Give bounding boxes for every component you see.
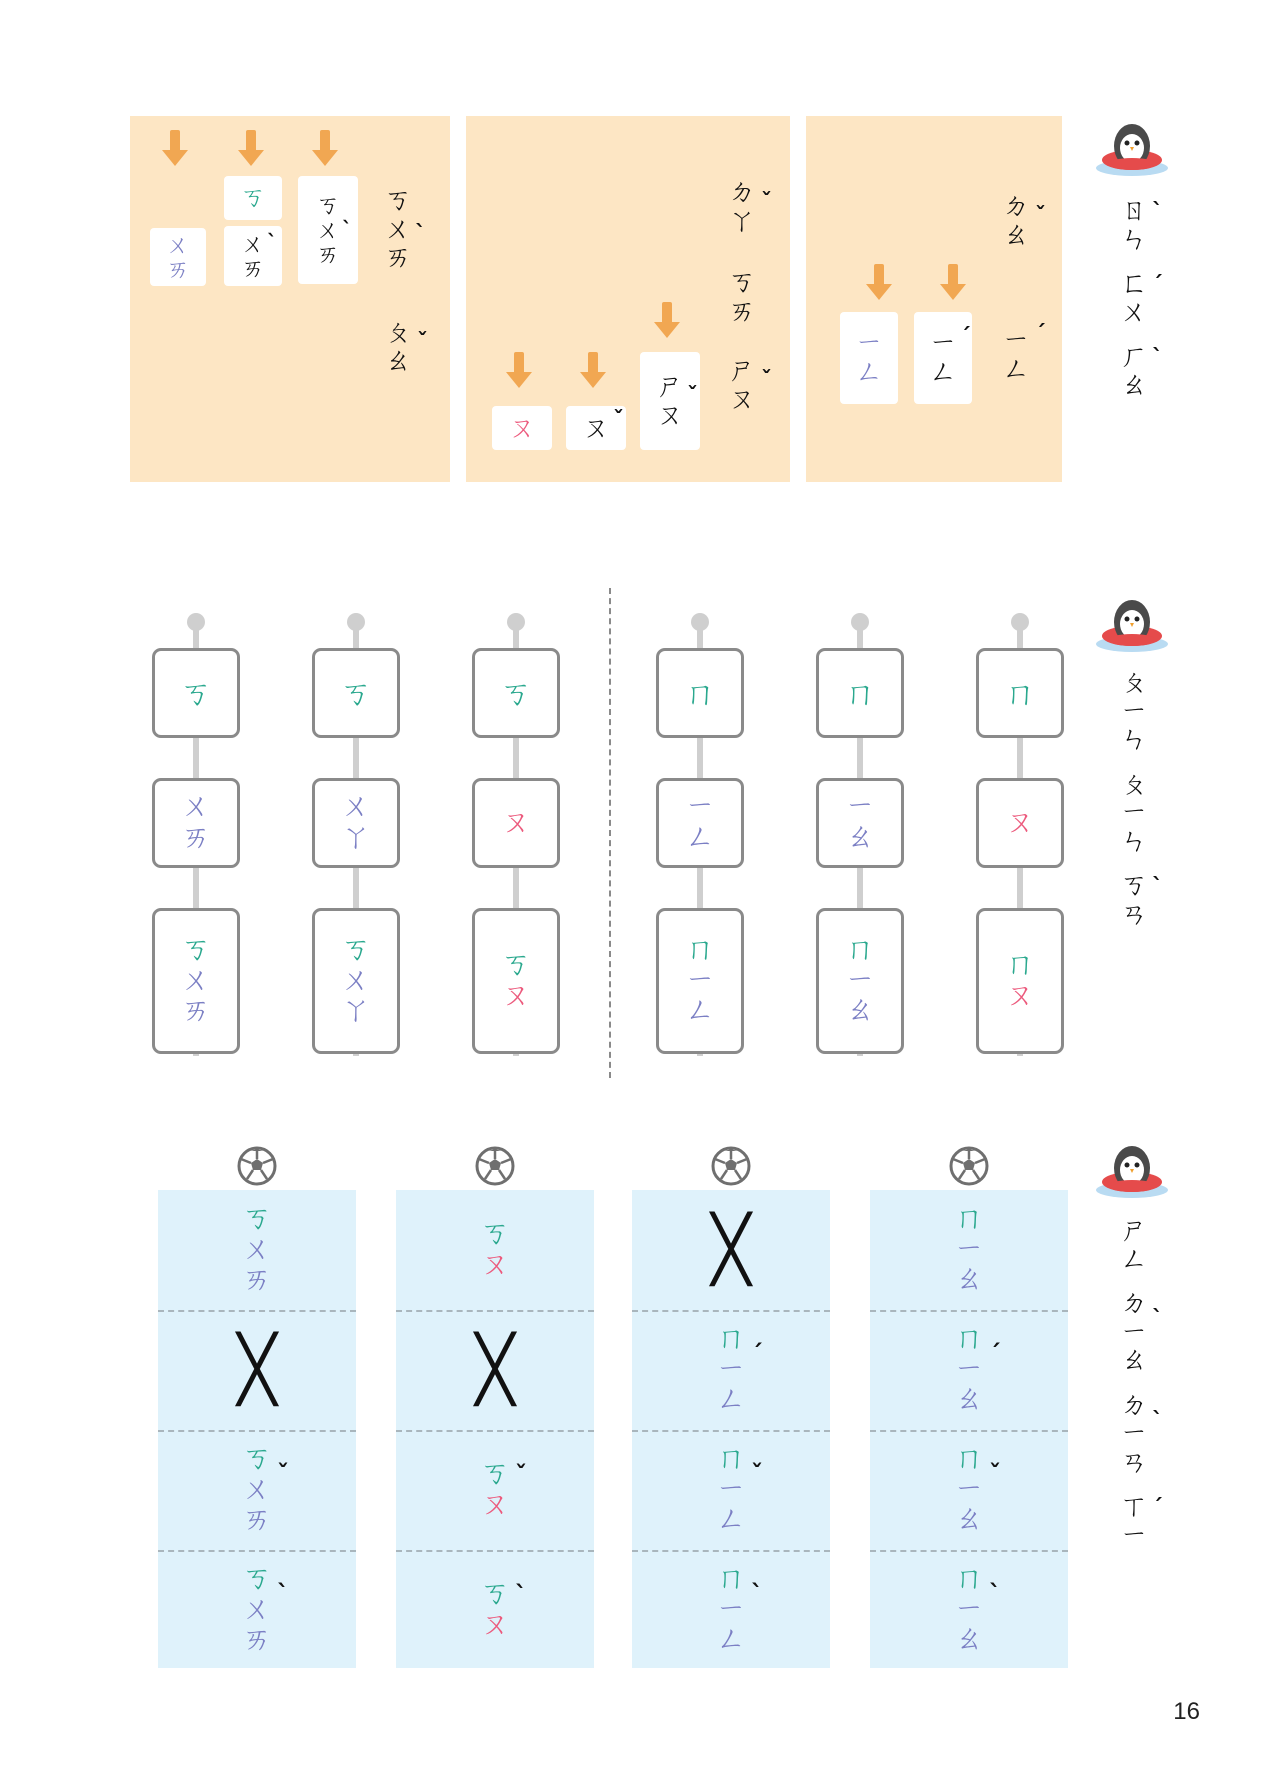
zhuyin-glyph: ㄠ — [1119, 367, 1148, 401]
tone-cell — [396, 1430, 594, 1550]
zhuyin-glyph: ㄎ — [239, 182, 266, 213]
side-word — [1119, 766, 1148, 857]
zhuyin-glyph: ㄇ — [954, 1441, 984, 1477]
zhuyin-stack — [1119, 1387, 1163, 1478]
zhuyin-stack — [1119, 665, 1148, 756]
down-arrow-icon — [506, 352, 532, 392]
zhuyin-stack — [1119, 1286, 1163, 1377]
dashed-separator — [158, 1550, 356, 1552]
side-words — [1114, 1213, 1163, 1565]
zhuyin-glyph: ㄎ — [341, 932, 371, 968]
side-word — [1119, 1387, 1163, 1478]
card-uai-small — [150, 228, 206, 286]
zhuyin-glyph: ㄎ — [499, 673, 532, 712]
zhuyin-stack — [1119, 193, 1163, 255]
tone-mark: ˊ — [751, 1340, 763, 1369]
penguin-icon — [1094, 116, 1170, 178]
word-diao — [1002, 189, 1047, 251]
tone-cell — [632, 1310, 830, 1430]
zhuyin-glyph: ㄈ — [1119, 266, 1148, 300]
zhuyin-glyph: ㄇ — [716, 1321, 746, 1357]
zhuyin-glyph: ㄥ — [1002, 351, 1031, 385]
zhuyin-glyph: ㄨ — [1119, 294, 1148, 328]
card-k — [224, 176, 282, 220]
tag-top — [312, 648, 400, 738]
tag-bottom — [472, 908, 560, 1054]
side-word — [1119, 665, 1148, 756]
side-words — [1114, 193, 1163, 415]
tone-mark: ˇ — [687, 384, 698, 410]
zhuyin-glyph: ㄡ — [501, 804, 531, 840]
zhuyin-glyph: ㄧ — [1119, 693, 1148, 727]
zhuyin-glyph: ㄠ — [845, 993, 875, 1029]
zhuyin-stack — [181, 789, 211, 855]
zhuyin-glyph: ㄞ — [316, 240, 340, 269]
zhuyin-glyph: ㄨ — [166, 230, 190, 259]
zhuyin-glyph: ㄉ — [1002, 189, 1031, 222]
card-shou — [640, 352, 700, 450]
zhuyin-stack — [480, 1576, 527, 1642]
zhuyin-glyph: ㄚ — [341, 820, 371, 855]
tag-middle — [816, 778, 904, 868]
zhuyin-glyph: ㄡ — [480, 1487, 510, 1522]
cross-icon: ╳ — [237, 1333, 277, 1407]
penguin-icon — [1094, 1138, 1170, 1200]
zhuyin-stack — [1119, 1489, 1163, 1551]
zhuyin-stack — [1119, 266, 1163, 328]
tag-top — [152, 648, 240, 738]
zhuyin-glyph: ㄠ — [954, 1502, 984, 1538]
zhuyin-glyph: ㄡ — [507, 410, 536, 444]
zhuyin-glyph: ㄠ — [384, 343, 413, 377]
zhuyin-stack — [242, 1201, 272, 1298]
dashed-divider — [609, 588, 611, 1078]
zhuyin-glyph: ㄇ — [843, 673, 876, 712]
side-word — [1119, 1213, 1148, 1275]
tag-bottom — [816, 908, 904, 1054]
zhuyin-glyph: ㄇ — [954, 1201, 984, 1237]
zhuyin-glyph: ㄎ — [480, 1216, 510, 1252]
zhuyin-stack — [685, 932, 715, 1029]
zhuyin-stack — [954, 1201, 984, 1298]
zhuyin-glyph: ㄞ — [384, 240, 413, 274]
zhuyin-glyph: ㄡ — [581, 410, 610, 444]
tone-mark: ˇ — [277, 1460, 289, 1489]
word-shou — [728, 353, 773, 415]
zhuyin-glyph: ㄥ — [1119, 1241, 1148, 1275]
side-word — [1119, 339, 1163, 401]
zhuyin-glyph: ㄣ — [1119, 823, 1148, 857]
zhuyin-glyph: ㄡ — [1005, 804, 1035, 840]
zhuyin-glyph: ㄥ — [928, 355, 957, 388]
tag-top — [656, 648, 744, 738]
dashed-separator — [396, 1550, 594, 1552]
zhuyin-glyph: ㄒ — [1119, 1489, 1148, 1523]
zhuyin-glyph: ㄥ — [854, 355, 883, 388]
zhuyin-glyph: ㄎ — [728, 265, 757, 298]
tone-cell — [632, 1430, 830, 1550]
dashed-separator — [870, 1310, 1068, 1312]
zhuyin-glyph: ㄞ — [242, 1622, 272, 1658]
tone-cell — [158, 1190, 356, 1310]
dashed-separator — [396, 1430, 594, 1432]
zhuyin-glyph: ㄇ — [1005, 947, 1035, 983]
tone-strip — [158, 1190, 356, 1668]
zhuyin-glyph: ㄎ — [181, 932, 211, 968]
tone-cell — [632, 1550, 830, 1670]
zhuyin-glyph: ㄎ — [480, 1456, 510, 1492]
tag-middle — [656, 778, 744, 868]
tag-middle — [976, 778, 1064, 868]
tone-mark: ˋ — [751, 1580, 763, 1609]
zhuyin-glyph: ㄞ — [242, 1502, 272, 1538]
zhuyin-glyph: ㄕ — [1119, 1213, 1148, 1246]
zhuyin-glyph: ㄞ — [241, 254, 265, 282]
tone-mark: ˇ — [417, 330, 429, 355]
tone-mark: ˋ — [1152, 1408, 1163, 1434]
dashed-separator — [158, 1430, 356, 1432]
card-kuai — [298, 176, 358, 284]
zhuyin-glyph: ㄣ — [1119, 221, 1148, 255]
zhuyin-glyph: ㄧ — [928, 326, 957, 360]
tone-mark: ˋ — [277, 1580, 289, 1609]
zhuyin-glyph: ㄧ — [954, 1591, 984, 1627]
zhuyin-stack — [499, 673, 532, 712]
zhuyin-glyph: ㄨ — [384, 211, 413, 245]
down-arrow-icon — [866, 264, 892, 304]
card-ing-tone — [914, 312, 972, 404]
zhuyin-glyph: ㄥ — [685, 993, 715, 1029]
down-arrow-icon — [238, 130, 264, 170]
zhuyin-stack — [845, 932, 875, 1029]
side-word — [1119, 193, 1163, 255]
soccer-ball-icon — [711, 1146, 751, 1186]
zhuyin-glyph: ㄎ — [339, 673, 372, 712]
zhuyin-stack — [179, 673, 212, 712]
zhuyin-glyph: ㄧ — [954, 1231, 984, 1267]
penguin-icon — [1094, 592, 1170, 654]
down-arrow-icon — [654, 302, 680, 342]
zhuyin-glyph: ㄧ — [685, 789, 715, 825]
side-word — [1119, 868, 1163, 930]
zhuyin-glyph: ㄠ — [954, 1262, 984, 1298]
panel-2 — [466, 116, 790, 482]
zhuyin-glyph: ㄞ — [181, 993, 211, 1029]
zhuyin-glyph: ㄕ — [728, 353, 757, 386]
zhuyin-glyph: ㄇ — [845, 932, 875, 968]
word-pao — [384, 315, 429, 377]
zhuyin-glyph: ㄚ — [728, 203, 757, 237]
zhuyin-glyph: ㄧ — [1119, 1416, 1148, 1450]
zhuyin-glyph: ㄥ — [685, 820, 715, 855]
tone-mark: ˋ — [267, 229, 277, 254]
zhuyin-glyph: ㄞ — [728, 293, 757, 327]
tone-mark: ˊ — [989, 1340, 1001, 1369]
tone-mark: ˋ — [1152, 875, 1163, 901]
dashed-separator — [632, 1310, 830, 1312]
down-arrow-icon — [162, 130, 188, 170]
panel-3 — [806, 116, 1062, 482]
zhuyin-stack — [1119, 868, 1163, 930]
tone-mark: ˋ — [1152, 200, 1163, 225]
zhuyin-stack — [1005, 947, 1035, 1013]
tag-middle — [152, 778, 240, 868]
word-ying — [1002, 322, 1047, 385]
zhuyin-glyph: ㄨ — [341, 962, 371, 998]
tone-mark: ˇ — [613, 407, 624, 433]
zhuyin-glyph: ㄎ — [242, 1441, 272, 1477]
zhuyin-glyph: ㄡ — [480, 1607, 510, 1642]
zhuyin-glyph: ㄕ — [655, 369, 684, 403]
zhuyin-glyph: ㄉ — [728, 175, 757, 208]
zhuyin-glyph: ㄧ — [716, 1351, 746, 1387]
zhuyin-glyph: ㄡ — [501, 978, 531, 1013]
tone-mark: ˊ — [1035, 322, 1047, 347]
cross-icon: ╳ — [475, 1333, 515, 1407]
zhuyin-stack — [242, 1561, 289, 1658]
zhuyin-glyph: ㄇ — [685, 932, 715, 968]
zhuyin-stack — [1005, 804, 1035, 840]
zhuyin-glyph: ㄧ — [1119, 1517, 1148, 1551]
tone-cell — [870, 1550, 1068, 1670]
zhuyin-glyph: ㄢ — [1119, 896, 1148, 930]
side-words — [1114, 665, 1163, 944]
zhuyin-stack — [685, 789, 715, 855]
zhuyin-glyph: ㄞ — [181, 820, 211, 855]
dashed-separator — [632, 1430, 830, 1432]
dashed-separator — [870, 1430, 1068, 1432]
zhuyin-glyph: ㄉ — [1119, 1286, 1148, 1320]
tone-mark: ˋ — [515, 1581, 527, 1610]
zhuyin-stack — [501, 947, 531, 1013]
zhuyin-glyph: ㄠ — [845, 820, 875, 855]
tone-cell — [870, 1310, 1068, 1430]
zhuyin-glyph: ㄥ — [716, 1382, 746, 1418]
word-kai — [728, 265, 757, 327]
zhuyin-glyph: ㄠ — [954, 1622, 984, 1658]
zhuyin-glyph: ㄎ — [480, 1576, 510, 1612]
zhuyin-glyph: ㄨ — [242, 1471, 272, 1507]
zhuyin-glyph: ㄧ — [845, 789, 875, 825]
zhuyin-glyph: ㄡ — [480, 1247, 510, 1282]
zhuyin-stack — [341, 789, 371, 855]
card-ou — [492, 406, 552, 450]
zhuyin-stack — [683, 673, 716, 712]
down-arrow-icon — [580, 352, 606, 392]
tone-cell — [870, 1430, 1068, 1550]
zhuyin-glyph: ㄡ — [655, 398, 684, 431]
tag-top — [976, 648, 1064, 738]
zhuyin-glyph: ㄇ — [954, 1561, 984, 1597]
zhuyin-glyph: ㄖ — [1119, 193, 1148, 226]
tone-cell — [396, 1190, 594, 1310]
zhuyin-glyph: ㄡ — [728, 381, 757, 415]
cross-icon: ╳ — [711, 1213, 751, 1287]
zhuyin-glyph: ㄢ — [1119, 1444, 1148, 1478]
dashed-separator — [396, 1310, 594, 1312]
zhuyin-stack — [716, 1561, 763, 1658]
tag-top — [472, 648, 560, 738]
zhuyin-glyph: ㄨ — [242, 1231, 272, 1267]
zhuyin-glyph: ㄠ — [1002, 217, 1031, 251]
soccer-ball-icon — [475, 1146, 515, 1186]
zhuyin-glyph: ㄎ — [242, 1201, 272, 1237]
tag-bottom — [152, 908, 240, 1054]
zhuyin-glyph: ㄧ — [716, 1471, 746, 1507]
tag-bottom — [976, 908, 1064, 1054]
dashed-separator — [632, 1550, 830, 1552]
card-ou-tone — [566, 406, 626, 450]
tag-top — [816, 648, 904, 738]
zhuyin-glyph: ㄧ — [1002, 323, 1031, 356]
card-uai-tone — [224, 226, 282, 286]
zhuyin-glyph: ㄞ — [166, 255, 190, 283]
zhuyin-glyph: ㄧ — [954, 1471, 984, 1507]
zhuyin-glyph: ㄨ — [241, 229, 265, 258]
tone-cell — [632, 1190, 830, 1310]
tone-mark: ˇ — [989, 1460, 1001, 1489]
zhuyin-glyph: ㄇ — [716, 1441, 746, 1477]
zhuyin-glyph: ㄧ — [854, 326, 883, 360]
tone-mark: ˋ — [342, 217, 352, 242]
tone-mark: ˊ — [1152, 1496, 1163, 1522]
zhuyin-stack — [954, 1561, 1001, 1658]
tone-cell — [158, 1550, 356, 1670]
zhuyin-glyph: ㄏ — [1119, 339, 1148, 373]
tone-mark: ˋ — [1152, 346, 1163, 372]
zhuyin-glyph: ㄧ — [1119, 795, 1148, 829]
tag-middle — [472, 778, 560, 868]
zhuyin-stack — [843, 673, 876, 712]
zhuyin-stack — [181, 932, 211, 1029]
tone-mark: ˇ — [751, 1460, 763, 1489]
zhuyin-stack — [341, 932, 371, 1029]
zhuyin-glyph: ㄆ — [1119, 766, 1148, 800]
tone-cell — [158, 1430, 356, 1550]
zhuyin-glyph: ㄇ — [954, 1321, 984, 1357]
zhuyin-glyph: ㄆ — [384, 315, 413, 348]
side-word — [1119, 1489, 1163, 1551]
word-kuai — [384, 183, 427, 274]
zhuyin-glyph: ㄨ — [181, 962, 211, 998]
zhuyin-glyph: ㄎ — [316, 191, 340, 220]
zhuyin-stack — [845, 789, 875, 855]
zhuyin-glyph: ㄣ — [1119, 722, 1148, 756]
zhuyin-glyph: ㄨ — [242, 1591, 272, 1627]
side-word — [1119, 1286, 1163, 1377]
zhuyin-glyph: ㄧ — [954, 1351, 984, 1387]
card-ing — [840, 312, 898, 404]
zhuyin-stack — [954, 1441, 1001, 1538]
soccer-ball-icon — [237, 1146, 277, 1186]
zhuyin-stack — [1003, 673, 1036, 712]
zhuyin-glyph: ㄎ — [1119, 868, 1148, 902]
dashed-separator — [158, 1310, 356, 1312]
word-da — [728, 175, 773, 237]
zhuyin-glyph: ㄥ — [716, 1622, 746, 1658]
zhuyin-stack — [339, 673, 372, 712]
zhuyin-stack — [242, 1441, 289, 1538]
tone-mark: ˋ — [1152, 1307, 1163, 1333]
zhuyin-glyph: ㄚ — [341, 993, 371, 1029]
zhuyin-glyph: ㄎ — [501, 947, 531, 983]
zhuyin-stack — [501, 804, 531, 840]
page-number: 16 — [1173, 1698, 1200, 1725]
tone-mark: ˊ — [960, 325, 971, 351]
zhuyin-stack — [716, 1441, 763, 1538]
tone-mark: ˇ — [1035, 204, 1047, 229]
down-arrow-icon — [312, 130, 338, 170]
zhuyin-glyph: ㄨ — [316, 215, 340, 244]
zhuyin-glyph: ㄥ — [716, 1502, 746, 1538]
zhuyin-glyph: ㄎ — [242, 1561, 272, 1597]
tone-cell — [870, 1190, 1068, 1310]
tone-cell — [396, 1310, 594, 1430]
zhuyin-glyph: ㄠ — [1119, 1343, 1148, 1377]
zhuyin-stack — [480, 1456, 527, 1522]
zhuyin-stack — [716, 1321, 763, 1418]
panel-1 — [130, 116, 450, 482]
zhuyin-glyph: ㄧ — [685, 962, 715, 998]
tag-bottom — [656, 908, 744, 1054]
zhuyin-glyph: ㄎ — [384, 183, 413, 216]
tag-middle — [312, 778, 400, 868]
zhuyin-glyph: ㄧ — [845, 962, 875, 998]
zhuyin-stack — [954, 1321, 1001, 1418]
tone-strip — [632, 1190, 830, 1668]
zhuyin-glyph: ㄆ — [1119, 665, 1148, 698]
tone-cell — [396, 1550, 594, 1670]
zhuyin-glyph: ㄉ — [1119, 1387, 1148, 1421]
tone-mark: ˇ — [761, 190, 773, 215]
tag-bottom — [312, 908, 400, 1054]
side-word — [1119, 266, 1163, 328]
down-arrow-icon — [940, 264, 966, 304]
tone-mark: ˇ — [761, 368, 773, 393]
zhuyin-glyph: ㄧ — [716, 1591, 746, 1627]
zhuyin-glyph: ㄇ — [1003, 673, 1036, 712]
zhuyin-stack — [1119, 339, 1163, 401]
zhuyin-stack — [1119, 766, 1148, 857]
tone-mark: ˋ — [989, 1580, 1001, 1609]
zhuyin-glyph: ㄇ — [716, 1561, 746, 1597]
tone-mark: ˋ — [415, 222, 427, 247]
zhuyin-glyph: ㄧ — [1119, 1314, 1148, 1348]
soccer-ball-icon — [949, 1146, 989, 1186]
tone-mark: ˊ — [1152, 273, 1163, 299]
tone-strip — [396, 1190, 594, 1668]
tone-strip — [870, 1190, 1068, 1668]
tone-mark: ˇ — [515, 1461, 527, 1490]
zhuyin-stack — [480, 1216, 510, 1282]
zhuyin-glyph: ㄨ — [341, 789, 371, 825]
zhuyin-glyph: ㄇ — [683, 673, 716, 712]
zhuyin-glyph: ㄨ — [181, 789, 211, 825]
zhuyin-stack — [1119, 1213, 1148, 1275]
zhuyin-glyph: ㄎ — [179, 673, 212, 712]
zhuyin-glyph: ㄡ — [1005, 978, 1035, 1013]
zhuyin-glyph: ㄞ — [242, 1262, 272, 1298]
dashed-separator — [870, 1550, 1068, 1552]
zhuyin-glyph: ㄠ — [954, 1382, 984, 1418]
tone-cell — [158, 1310, 356, 1430]
